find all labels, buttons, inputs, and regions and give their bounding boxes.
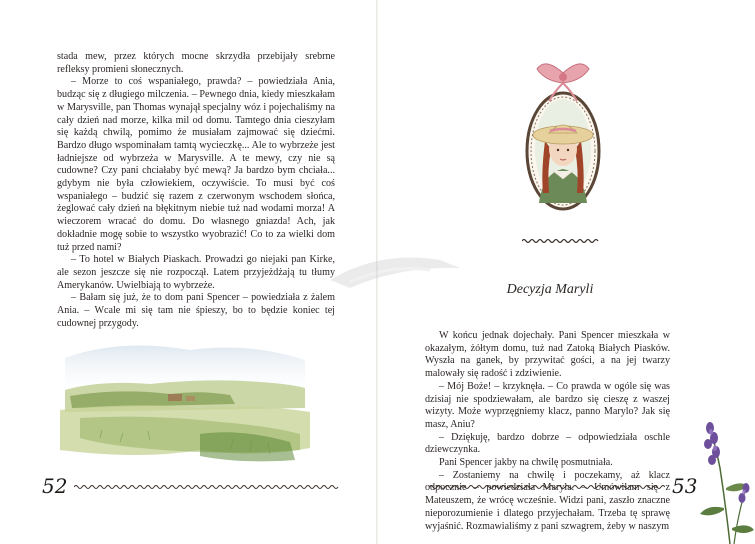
right-page-text	[425, 330, 670, 533]
paragraph: – Dziękuję, bardzo dobrze – odpowiedziała oschle dziewczynka.	[425, 431, 670, 456]
page-number: 52	[42, 474, 68, 498]
chapter-title: Decyzja Maryli	[506, 282, 594, 297]
decorative-rule	[74, 484, 339, 490]
paragraph: – Morze to coś wspaniałego, prawda? – powiedziała Ania, budząc się z długiego milczenia. – Pewnego dnia, kiedy mieszkałam w Marysville, pan Thomas wynajął specjalny wóz i pojechaliśmy na cały dzień nad morze, kilka mil od domu. Tamtego dnia cieszyłam się każdą chwilą, pomimo że musiałam zajmować się dziećmi. Bardzo długo wspominałam tamtą wycieczkę... Ale to wybrzeże jest ładniejsze od wybrzeża w Marysville. A te mewy, czy nie są cudowne? Czy pani chciałaby być mewą? Ja bardzo bym chciała... gdybym nie była człowiekiem, oczywiście. To musi być coś wspaniałego – budzić się razem z czerwonym wschodem słońca, żeglować cały dzień na błękitnym niebie tuż nad wodami morza! A wieczorem wracać do domu. Do własnego gniazda! Ach, jak dokładnie mogę sobie to wszystko wyobrazić! Co to za wielki dom tuż przed nami?	[57, 76, 335, 253]
paragraph: – Mój Boże! – krzyknęła. – Co prawda w ogóle się was dzisiaj nie spodziewałam, ale bardzo się cieszę z waszej wizyty. Może wyprzęgniemy klacz, panno Marylo? Jak się masz, Aniu?	[425, 380, 670, 430]
paragraph: W końcu jednak dojechały. Pani Spencer mieszkała w okazałym, żółtym domu, tuż nad Zatoką Białych Piasków. Wyszła na ganek, by przywitać gości, a na jej twarzy malowały się radość i zdziwienie.	[425, 330, 670, 380]
page-number: 53	[672, 474, 698, 498]
decorative-rule	[429, 484, 665, 490]
paragraph: – Zostaniemy na chwilę i poczekamy, aż klacz odpocznie – powiedziała Maryla. – Umówiłam się z Mateuszem, że wrócę wcześnie. Widzi pani, zaszło znaczne nieporozumienie i dlatego przyjechałam. Trzeba tę sprawę wyjaśnić. Rozmawialiśmy z pani szwagrem, żeby w naszym	[425, 469, 670, 532]
flowers-illustration	[690, 418, 755, 544]
decorative-rule	[522, 237, 600, 245]
paragraph: Pani Spencer jakby na chwilę posmutniała.	[439, 457, 613, 469]
landscape-illustration	[60, 338, 310, 466]
paragraph: – Bałam się już, że to dom pani Spencer – powiedziała z żalem Ania. – Wcale mi się tam nie śpieszy, bo to będzie koniec tej cudownej przygody.	[57, 292, 335, 329]
paragraph: stada mew, przez których mocne skrzydła przebijały srebrne refleksy promieni słonecznych.	[57, 51, 335, 75]
paragraph: – To hotel w Białych Piaskach. Prowadzi go niejaki pan Kirke, ale sezon jeszcze się nie rozpoczął. Latem przyjeżdżają tu tłumy Amerykanów. Uwielbiają to wybrzeże.	[57, 254, 335, 291]
portrait-illustration	[515, 53, 611, 218]
